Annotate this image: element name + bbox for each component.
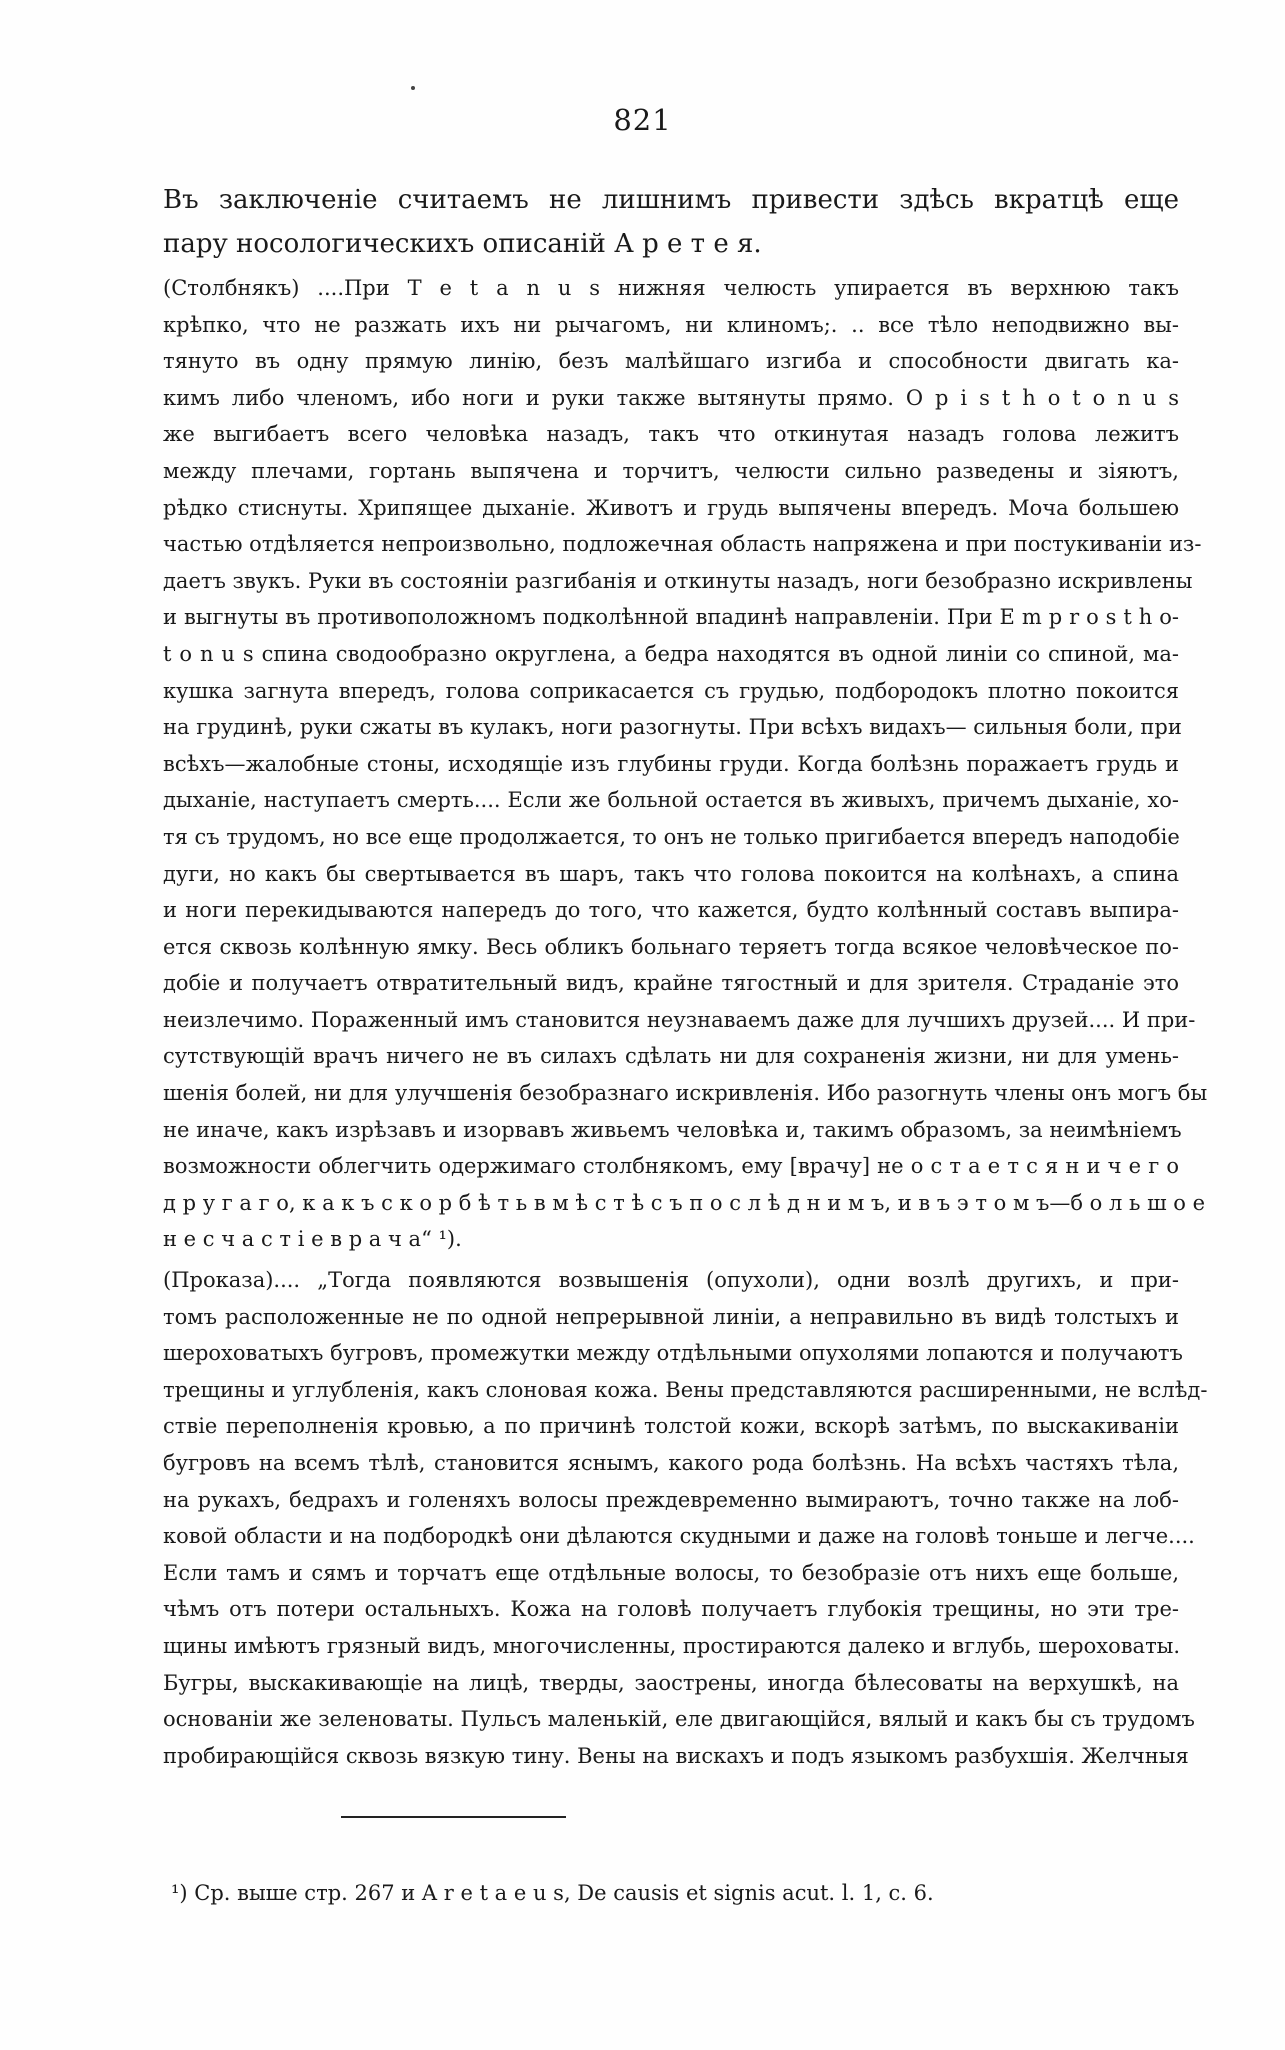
text-line: даетъ звукъ. Руки въ состояніи разгибанія и откинуты назадъ, ноги безобразно искривлены — [163, 568, 1193, 593]
text-line: всѣхъ—жалобные стоны, исходящіе изъ глубины груди. Когда болѣзнь поражаетъ грудь и — [163, 751, 1179, 776]
text-line: томъ расположенные не по одной непрерывной линіи, а неправильно въ видѣ толстыхъ и — [163, 1304, 1179, 1329]
text-line: крѣпко, что не разжать ихъ ни рычагомъ, ни клиномъ;. .. все тѣло неподвижно вы- — [163, 312, 1179, 337]
text-line: сутствующій врачъ ничего не въ силахъ сдѣлать ни для сохраненія жизни, ни для умень- — [163, 1044, 1179, 1069]
text-line: щины имѣютъ грязный видъ, многочисленны, простираются далеко и вглубь, шероховаты. — [163, 1633, 1181, 1658]
text-line: и выгнуты въ противоположномъ подколѣнной впадинѣ направленіи. При E m p r o s t h o- — [163, 605, 1179, 630]
page-number: 821 — [613, 103, 672, 137]
text-line: Если тамъ и сямъ и торчатъ еще отдѣльные волосы, то безобразіе отъ нихъ еще больше, — [163, 1560, 1179, 1585]
text-line: тя съ трудомъ, но все еще продолжается, то онъ не только пригибается впередъ наподобіе — [163, 824, 1180, 849]
text-line: между плечами, гортань выпячена и торчитъ, челюсти сильно разведены и зіяютъ, — [163, 458, 1179, 483]
tetanus-paragraph — [163, 270, 1208, 1258]
text-line: (Проказа).... „Тогда появляются возвышенія (опухоли), одни возлѣ другихъ, и при- — [163, 1268, 1179, 1293]
text-line: рѣдко стиснуты. Хрипящее дыханіе. Животъ и грудь выпячены впередъ. Моча большею — [163, 495, 1179, 520]
text-line: шенія болей, ни для улучшенія безобразнаго искривленія. Ибо разогнуть члены онъ могъ бы — [163, 1081, 1208, 1106]
text-line: t o n u s спина сводообразно округлена, а бедра находятся въ одной линіи со спиной, ма- — [163, 641, 1179, 666]
leprosy-paragraph — [163, 1262, 1208, 1774]
text-line: шероховатыхъ бугровъ, промежутки между отдѣльными опухолями лопаются и получаютъ — [163, 1341, 1183, 1366]
text-line: и ноги перекидываются напередъ до того, что кажется, будто колѣнный составъ выпира- — [163, 898, 1179, 923]
text-line: пробирающійся сквозь вязкую тину. Вены на вискахъ и подъ языкомъ разбухшія. Желчныя — [163, 1743, 1189, 1768]
ink-speck — [411, 86, 415, 90]
text-line: не иначе, какъ изрѣзавъ и изорвавъ живьемъ человѣка и, такимъ образомъ, за неимѣніемъ — [163, 1117, 1182, 1142]
text-line: добіе и получаетъ отвратительный видъ, крайне тягостный и для зрителя. Страданіе это — [163, 971, 1179, 996]
text-line: ковой области и на подбородкѣ они дѣлаются скудными и даже на головѣ тоньше и легче.... — [163, 1524, 1195, 1549]
footnote-divider — [341, 1816, 566, 1818]
text-line: Бугры, выскакивающіе на лицѣ, тверды, заострены, иногда бѣлесоваты на верхушкѣ, на — [163, 1670, 1179, 1695]
text-line: бугровъ на всемъ тѣлѣ, становится яснымъ, какого рода болѣзнь. На всѣхъ частяхъ тѣла, — [163, 1451, 1179, 1475]
text-line: ется сквозь колѣнную ямку. Весь обликъ больнаго теряетъ тогда всякое человѣческое по- — [163, 934, 1179, 959]
text-line: д р у г а г о, к а к ъ с к о р б ѣ т ь в м ѣ с т ѣ с ъ п о с л ѣ д н и м ъ, и в ъ э т о м ъ—б о л ь ш о е — [163, 1190, 1206, 1215]
text-line: (Столбнякъ) ....При T e t a n u s нижняя челюсть упирается въ верхнюю такъ — [163, 276, 1179, 300]
text-line: н е с ч а с т і е в р а ч а“ ¹). — [163, 1227, 462, 1252]
text-line: дуги, но какъ бы свертывается въ шаръ, такъ что голова покоится на колѣнахъ, а спина — [163, 861, 1179, 886]
text-line: неизлечимо. Пораженный имъ становится неузнаваемъ даже для лучшихъ друзей.... И при- — [163, 1007, 1196, 1032]
text-line: кимъ либо членомъ, ибо ноги и руки также вытянуты прямо. O p i s t h o t o n u s — [163, 385, 1179, 410]
text-line: кушка загнута впередъ, голова соприкасается съ грудью, подбородокъ плотно покоится — [163, 678, 1179, 703]
text-line: трещины и углубленія, какъ слоновая кожа. Вены представляются расширенными, не вслѣд- — [163, 1377, 1208, 1402]
text-line: пару носологическихъ описаній А р е т е я. — [163, 229, 762, 259]
text-line: основаніи же зеленоваты. Пульсъ маленькій, еле двигающійся, вялый и какъ бы съ трудомъ — [163, 1707, 1195, 1732]
footnote: ¹) Ср. выше стр. 267 и A r e t a e u s, De causis et signis acut. l. 1, c. 6. — [171, 1881, 934, 1905]
text-line: дыханіе, наступаетъ смерть.... Если же больной остается въ живыхъ, причемъ дыханіе, хо- — [163, 788, 1179, 813]
text-line: на рукахъ, бедрахъ и голеняхъ волосы преждевременно вымираютъ, точно также на лоб- — [163, 1487, 1179, 1512]
text-line: тянуто въ одну прямую линію, безъ малѣйшаго изгиба и способности двигать ка- — [163, 349, 1179, 374]
text-line: же выгибаетъ всего человѣка назадъ, такъ что откинутая назадъ голова лежитъ — [163, 422, 1179, 447]
text-line: возможности облегчить одержимаго столбнякомъ, ему [врачу] не о с т а е т с я н и ч е г о — [163, 1154, 1179, 1179]
text-line: Въ заключеніе считаемъ не лишнимъ привести здѣсь вкратцѣ еще — [163, 185, 1179, 215]
text-line: чѣмъ отъ потери остальныхъ. Кожа на головѣ получаетъ глубокія трещины, но эти тре- — [163, 1597, 1179, 1622]
text-line: ствіе переполненія кровью, а по причинѣ толстой кожи, вскорѣ затѣмъ, по выскакиваніи — [163, 1414, 1179, 1439]
intro-paragraph — [163, 178, 1179, 266]
text-line: на грудинѣ, руки сжаты въ кулакъ, ноги разогнуты. При всѣхъ видахъ— сильныя боли, при — [163, 715, 1182, 740]
text-line: частью отдѣляется непроизвольно, подложечная область напряжена и при постукиваніи из- — [163, 532, 1202, 557]
body-text — [163, 178, 1208, 1774]
